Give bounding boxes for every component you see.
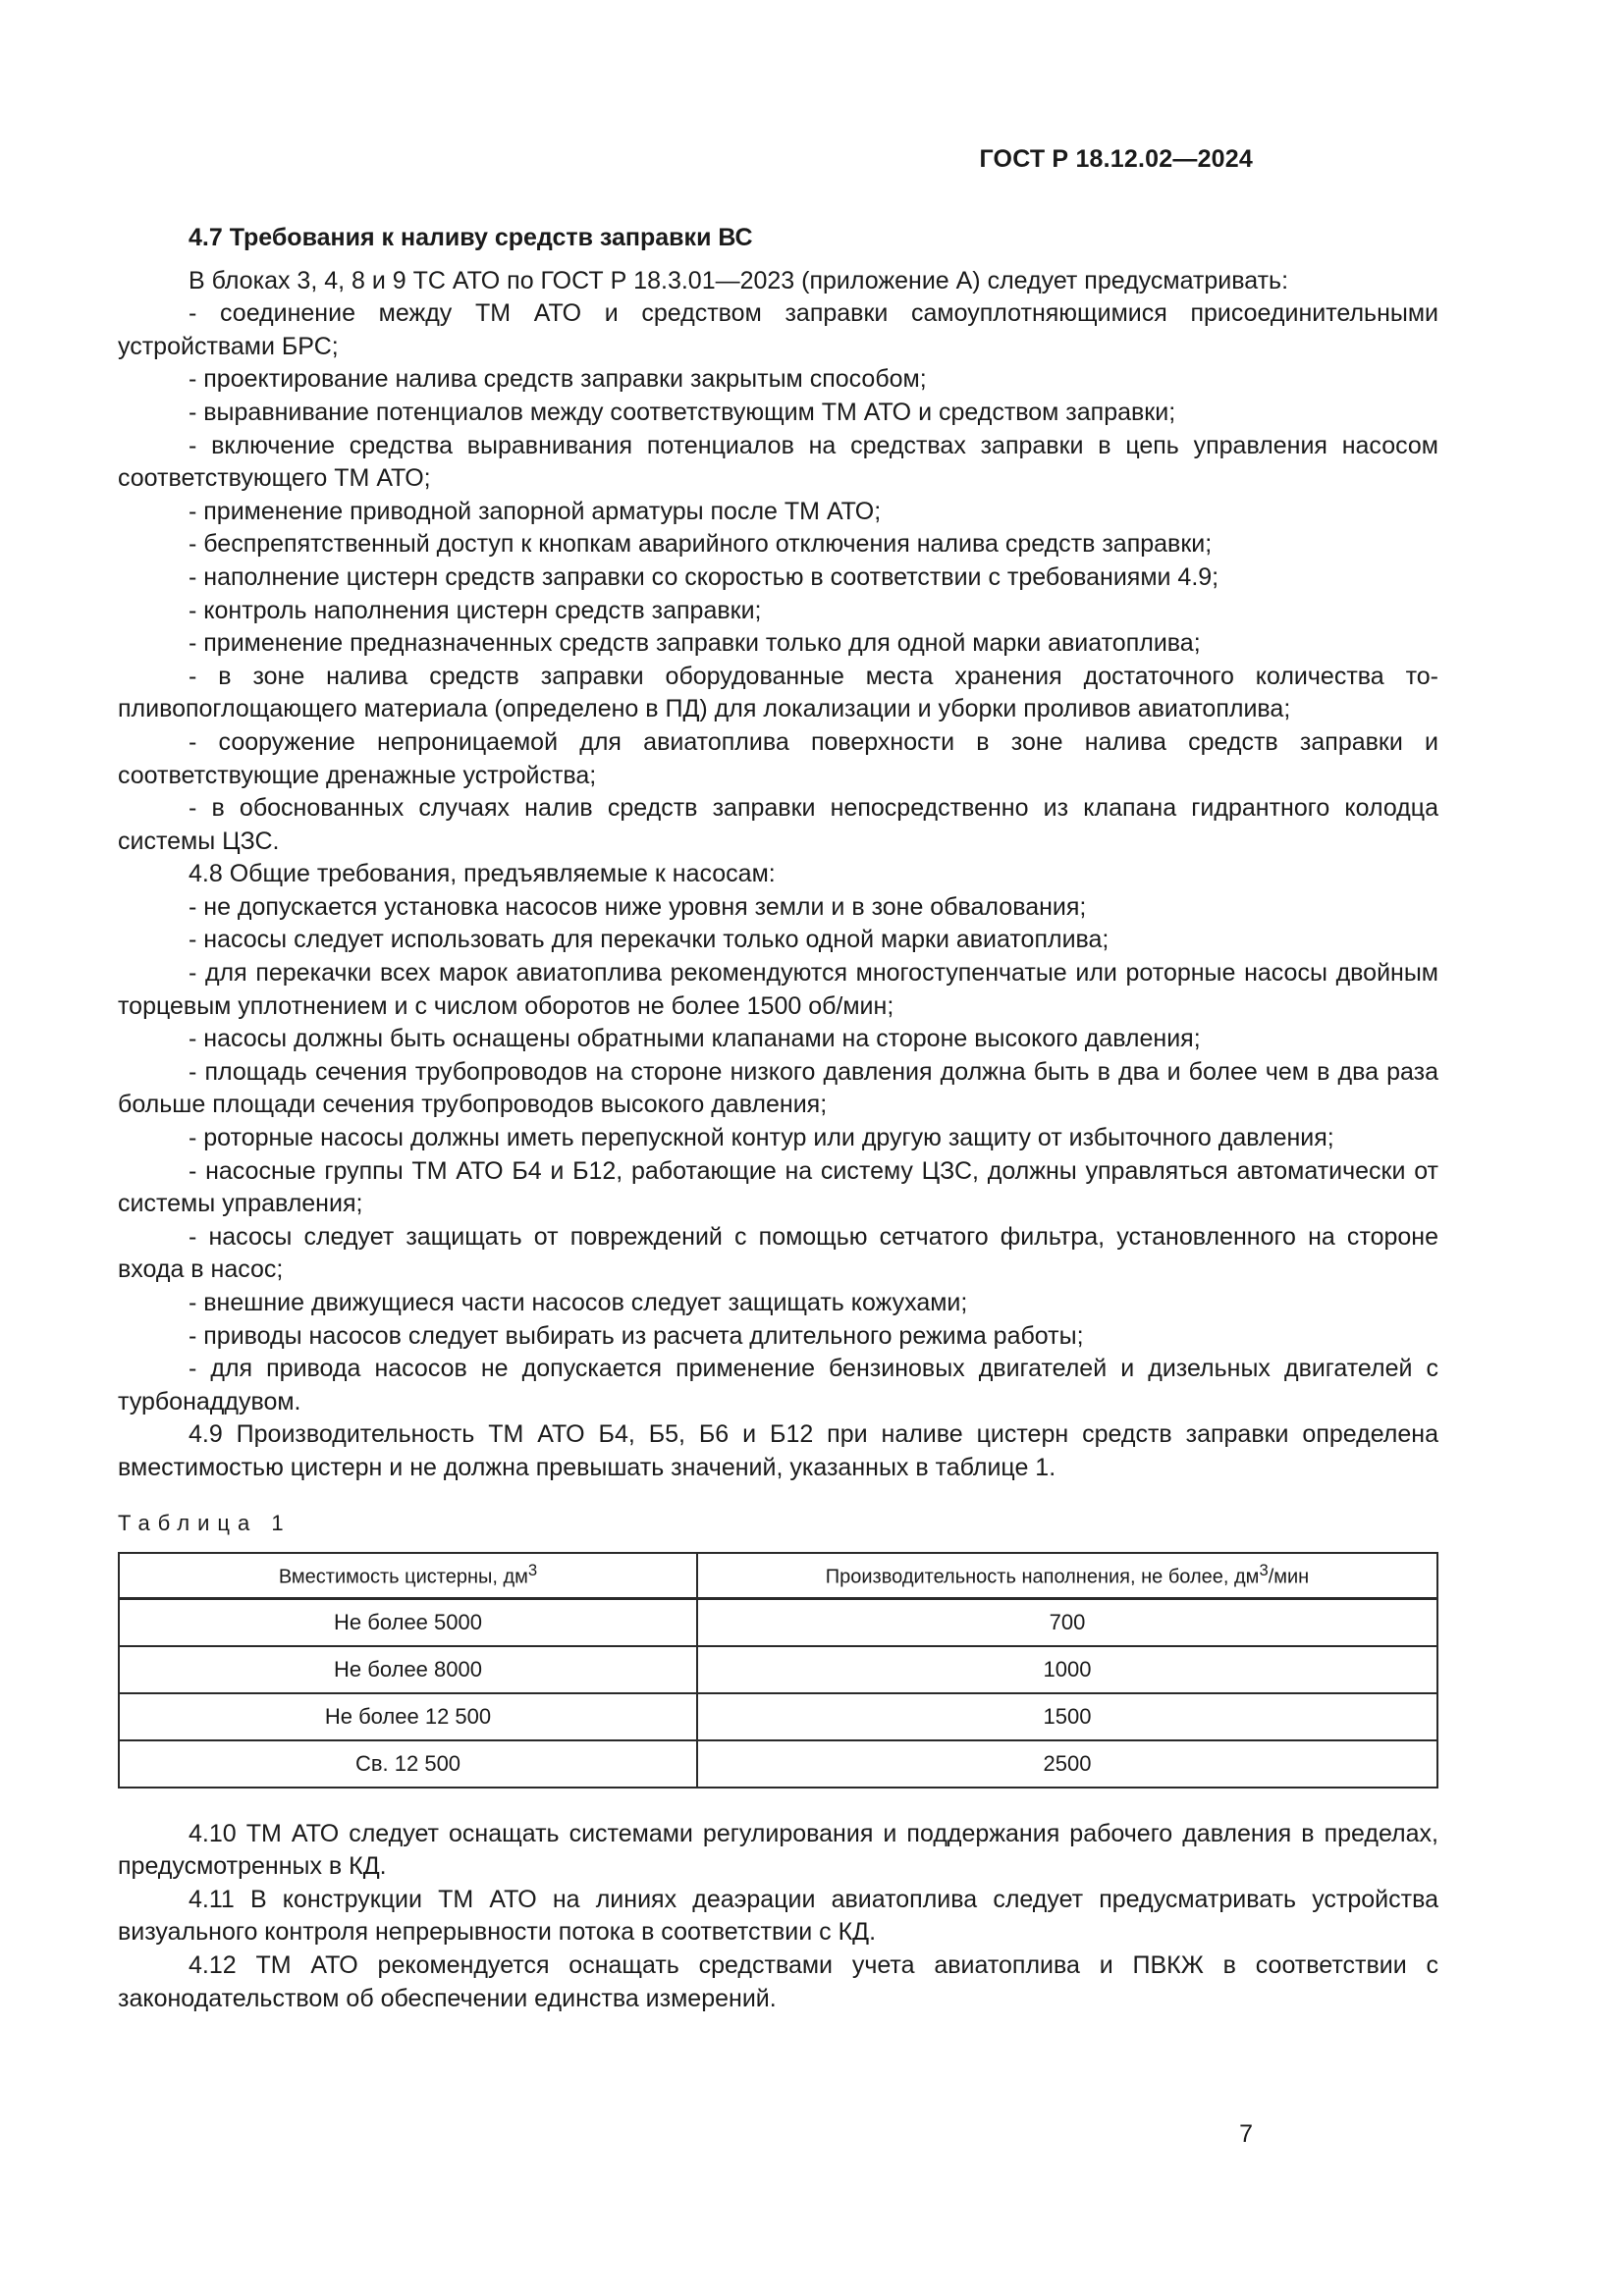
section-4-7-intro: В блоках 3, 4, 8 и 9 ТС АТО по ГОСТ Р 18.3.01—2023 (приложение А) следует предусматривать: [189, 266, 1289, 294]
list-item: - применение приводной запорной арматуры после ТМ АТО; [189, 497, 882, 525]
table-header-capacity: Вместимость цистерны, $дм^3$ [119, 1553, 697, 1599]
page-number: 7 [1239, 2120, 1253, 2148]
section-4-8-intro: 4.8 Общие требования, предъявляемые к насосам: [189, 860, 776, 888]
table-cell-capacity: Не более 12 500 [119, 1693, 697, 1740]
table-row [119, 1693, 1437, 1740]
list-item: - внешние движущиеся части насосов следует защищать кожухами; [189, 1289, 968, 1316]
section-4-7-list [118, 297, 1438, 858]
list-item: - роторные насосы должны иметь перепускной контур или другую защиту от избыточного давления; [189, 1124, 1334, 1152]
list-item: - приводы насосов следует выбирать из расчета длительного режима работы; [189, 1321, 1084, 1350]
table-cell-capacity: Не более 5000 [119, 1598, 697, 1646]
list-item: - применение предназначенных средств заправки только для одной марки авиатоплива; [189, 629, 1201, 658]
table-row [119, 1740, 1437, 1788]
table-caption: Таблица 1 [118, 1510, 292, 1535]
list-item: - не допускается установка насосов ниже уровня земли и в зоне обвалования; [189, 892, 1087, 921]
capacity-table [118, 1552, 1438, 1789]
list-item: - насосы следует использовать для перекачки только одной марки авиатоплива; [189, 926, 1110, 954]
section-4-7-heading: 4.7 Требования к наливу средств заправки ВС [189, 224, 753, 251]
section-4-9-text: 4.9 Производительность ТМ АТО Б4, Б5, Б6 и Б12 при наливе цистерн средств заправки определена вместимостью цистерн и не должна превышать значений, указанных в таблице 1. [118, 1420, 1438, 1481]
list-item: - в обоснованных случаях налив средств заправки непосредственно из клапана гидрантного колодца системы ЦЗС. [118, 794, 1438, 855]
list-item: - насосные группы ТМ АТО Б4 и Б12, работающие на систему ЦЗС, должны управляться автоматически от системы управления; [118, 1156, 1438, 1218]
table-header-row [119, 1553, 1437, 1599]
table-cell-capacity: Не более 8000 [119, 1646, 697, 1693]
table-row [119, 1646, 1437, 1693]
table-cell-rate: 700 [697, 1598, 1437, 1646]
list-item: - проектирование налива средств заправки закрытым способом; [189, 365, 927, 394]
list-item: - соединение между ТМ АТО и средством заправки самоуплотняющимися присоединительными устройствами БРС; [118, 299, 1438, 360]
list-item: - сооружение непроницаемой для авиатоплива поверхности в зоне налива средств заправки и соответствующие дренажные устройства; [118, 727, 1438, 789]
list-item: - для перекачки всех марок авиатоплива рекомендуются многоступенчатые или роторные насосы двойным торцевым уплотнением и с числом оборотов не более 1500 об/мин; [118, 959, 1438, 1020]
list-item: - наполнение цистерн средств заправки со скоростью в соответствии с требованиями 4.9; [189, 562, 1219, 591]
section-4-12-text: 4.12 ТМ АТО рекомендуется оснащать средствами учета авиатоплива и ПВКЖ в соответствии с законодательством об обеспечении единства измерений. [118, 1950, 1438, 2012]
section-4-10-text: 4.10 ТМ АТО следует оснащать системами регулирования и поддержания рабочего давления в пределах, предусмотренных в КД. [118, 1819, 1438, 1881]
list-item: - контроль наполнения цистерн средств заправки; [189, 596, 762, 624]
standard-header: ГОСТ Р 18.12.02—2024 [979, 145, 1253, 173]
table-cell-capacity: Св. 12 500 [119, 1740, 697, 1788]
list-item: - беспрепятственный доступ к кнопкам аварийного отключения налива средств заправки; [189, 530, 1213, 559]
table-header-rate: Производительность наполнения, не более, $дм^3$/мин [697, 1553, 1437, 1599]
list-item: - для привода насосов не допускается применение бензиновых двигателей и дизельных двигателей с турбонаддувом. [118, 1355, 1438, 1415]
post-table-section [118, 1818, 1438, 2016]
list-item: - включение средства выравнивания потенциалов на средствах заправки в цепь управления насосом соответствующего ТМ АТО; [118, 431, 1438, 493]
section-4-8-list [118, 891, 1438, 1419]
document-body [118, 222, 1438, 2015]
section-4-11-text: 4.11 В конструкции ТМ АТО на линиях деаэрации авиатоплива следует предусматривать устройства визуального контроля непрерывности потока в соответствии с КД. [118, 1885, 1438, 1947]
list-item: - площадь сечения трубопроводов на стороне низкого давления должна быть в два и более чем в два раза больше площади сечения трубопроводов высокого давления; [118, 1057, 1438, 1119]
table-row [119, 1598, 1437, 1646]
list-item: - насосы следует защищать от повреждений с помощью сетчатого фильтра, установленного на стороне входа в насос; [118, 1222, 1438, 1284]
table-cell-rate: 1500 [697, 1693, 1437, 1740]
list-item: - насосы должны быть оснащены обратными клапанами на стороне высокого давления; [189, 1025, 1201, 1053]
list-item: - в зоне налива средств заправки оборудованные места хранения достаточного количества топливопоглощающего материала (определено в ПД) для локализации и уборки проливов авиатоплива; [118, 662, 1438, 723]
table-cell-rate: 1000 [697, 1646, 1437, 1693]
list-item: - выравнивание потенциалов между соответствующим ТМ АТО и средством заправки; [189, 398, 1176, 426]
table-cell-rate: 2500 [697, 1740, 1437, 1788]
